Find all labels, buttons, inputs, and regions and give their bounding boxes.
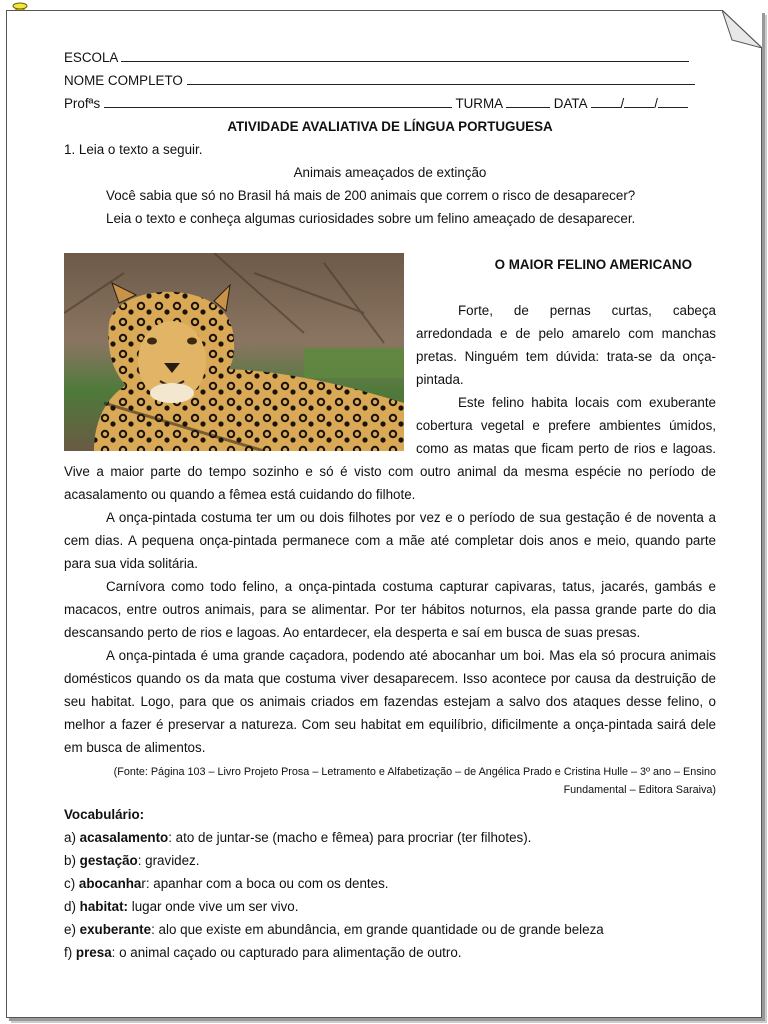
text-title: Animais ameaçados de extinção [293, 165, 487, 180]
name-field [64, 69, 716, 92]
paragraph-2: Este felino habita locais com exuberante cobertura vegetal e prefere ambientes úmidos, como as matas que ficam perto de rios e lagoas. Vive a maior parte do tempo sozinho e só é visto com outro animal da mesma espécie no período de acasalamento ou quando a fêmea está cuidando do filhote. [64, 395, 716, 502]
vocab-term: abocanha [78, 876, 142, 891]
page-fold-icon [722, 10, 762, 48]
vocabulary-heading: Vocabulário: [64, 807, 145, 822]
class-input-line[interactable] [506, 94, 550, 108]
worksheet-content [64, 46, 716, 964]
page-title: ATIVIDADE AVALIATIVA DE LÍNGUA PORTUGUESA [227, 119, 553, 134]
school-label: ESCOLA [64, 50, 118, 65]
date-separator: / [620, 96, 625, 111]
intro-line-2: Leia o texto e conheça algumas curiosidades sobre um felino ameaçado de desaparecer. [106, 211, 636, 226]
paragraph-1: Forte, de pernas curtas, cabeça arredondada e de pelo amarelo com manchas pretas. Ninguém tem dúvida: trata-se da onça-pintada. [416, 303, 716, 387]
question-instruction: 1. Leia o texto a seguir. [64, 142, 203, 157]
school-field [64, 46, 716, 69]
name-label: NOME COMPLETO [64, 73, 183, 88]
vocab-item: f) presa: o animal caçado ou capturado para alimentação de outro. [64, 945, 462, 960]
vocab-item: d) habitat: lugar onde vive um ser vivo. [64, 899, 299, 914]
teacher-input-line[interactable] [104, 94, 452, 108]
teacher-class-date-field [64, 92, 716, 115]
date-separator: / [654, 96, 658, 111]
vocab-definition: : alo que existe em abundância, em grande quantidade ou de grande beleza [151, 922, 604, 937]
vocab-term: gestação [79, 853, 138, 868]
name-input-line[interactable] [187, 71, 695, 85]
date-day-line[interactable] [591, 94, 621, 108]
vocab-term: habitat: [79, 899, 128, 914]
paragraph-4: Carnívora como todo felino, a onça-pintada costuma capturar capivaras, tatus, jacarés, gambás e macacos, entre outros animais, para se alimentar. Por ter hábitos noturnos, ela passa grande parte do dia descansando perto de rios e lagoas. Ao entardecer, ela desperta e saí em busca de suas presas. [64, 579, 716, 640]
intro-line-1: Você sabia que só no Brasil há mais de 200 animais que correm o risco de desaparecer? [106, 188, 636, 203]
date-month-line[interactable] [624, 94, 654, 108]
vocab-definition: lugar onde vive um ser vivo. [128, 899, 299, 914]
paragraph-3: A onça-pintada costuma ter um ou dois filhotes por vez e o período de sua gestação é de noventa a cem dias. A pequena onça-pintada permanece com a mãe até completar dois anos e meio, quando parte para sua vida solitária. [64, 510, 716, 571]
school-input-line[interactable] [121, 48, 689, 62]
vocab-item: a) acasalamento: ato de juntar-se (macho e fêmea) para procriar (ter filhotes). [64, 830, 532, 845]
date-year-line[interactable] [658, 94, 688, 108]
jaguar-photo [64, 253, 404, 451]
vocab-definition: : o animal caçado ou capturado para alimentação de outro. [111, 945, 462, 960]
vocab-term: exuberante [79, 922, 152, 937]
vocab-definition: r: apanhar com a boca ou com os dentes. [141, 876, 389, 891]
teacher-label: Profªs [64, 96, 101, 111]
vocab-definition: : gravidez. [137, 853, 200, 868]
vocab-term: acasalamento [79, 830, 169, 845]
source-citation: (Fonte: Página 103 – Livro Projeto Prosa – Letramento e Alfabetização – de Angélica Prado e Cristina Hulle – 3º ano – Ensino Fundamental – Editora Saraiva) [113, 766, 716, 796]
class-label: TURMA [455, 96, 503, 111]
vocab-item: e) exuberante: alo que existe em abundância, em grande quantidade ou de grande beleza [64, 922, 604, 937]
date-label: DATA [553, 96, 587, 111]
vocab-definition: : ato de juntar-se (macho e fêmea) para procriar (ter filhotes). [168, 830, 532, 845]
paragraph-5: A onça-pintada é uma grande caçadora, podendo até abocanhar um boi. Mas ela só procura animais domésticos quando os da mata que costuma viver desaparecem. Isso acontece por causa da destruição de seu habitat. Logo, para que os animais criados em fazendas estejam a salvo dos ataques desse felino, o melhor a fazer é preservar a natureza. Com seu habitat em equilíbrio, dificilmente a onça-pintada sairá dele em busca de alimentos. [64, 648, 716, 755]
article-title: O MAIOR FELINO AMERICANO [494, 257, 692, 272]
vocab-item: b) gestação: gravidez. [64, 853, 200, 868]
vocab-term: presa [75, 945, 112, 960]
vocab-item: c) abocanhar: apanhar com a boca ou com os dentes. [64, 876, 389, 891]
